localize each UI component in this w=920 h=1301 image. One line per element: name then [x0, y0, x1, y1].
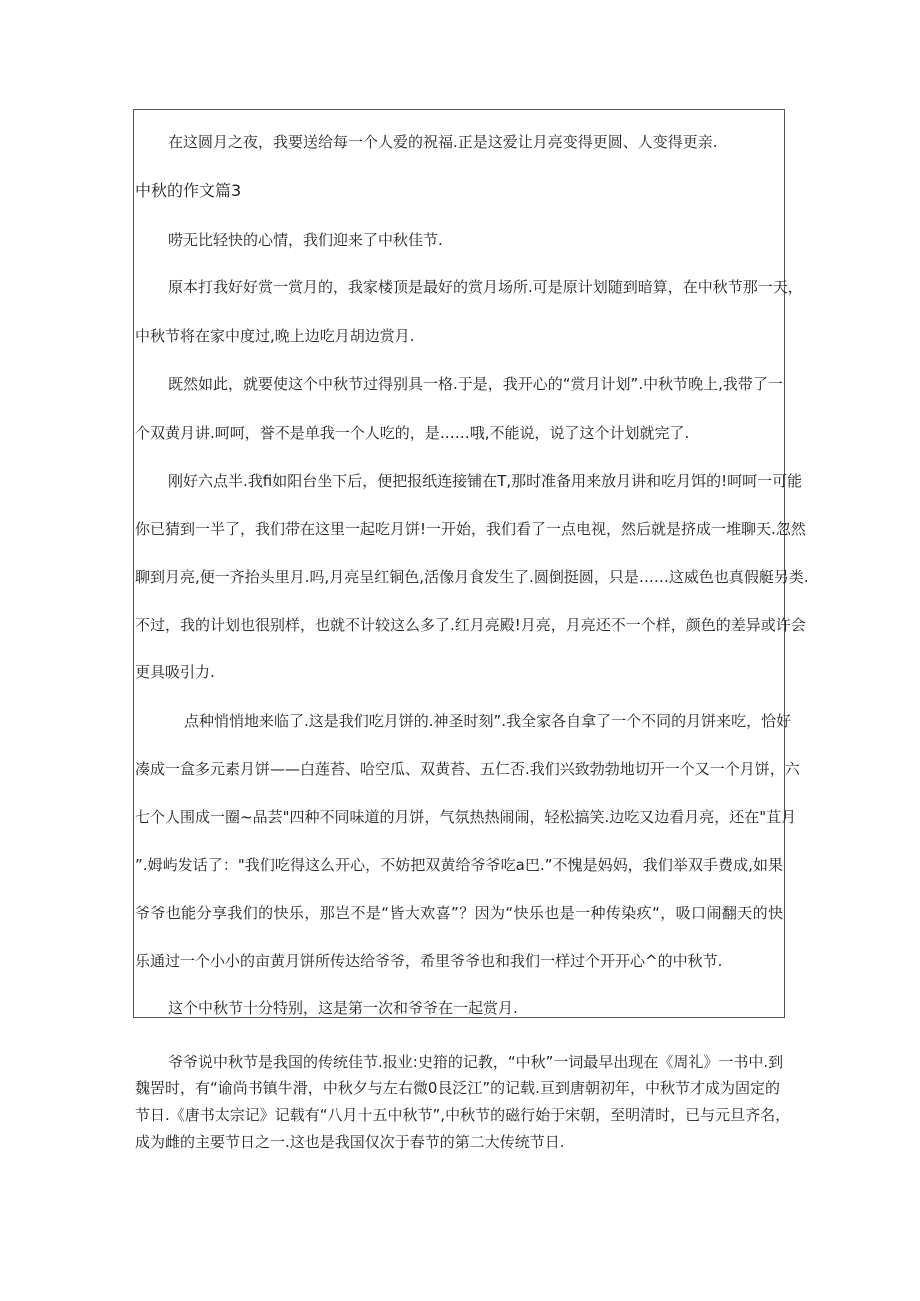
- paragraph-1: 在这圆月之夜，我要送给每一个人爱的祝福.正是这爱让月亮变得更圆、人变得更亲.: [168, 133, 718, 151]
- paragraph-4-line-2: 个双黄月讲.呵呵，誉不是单我一个人吃的，是……哦,不能说，说了这个计划就完了.: [135, 424, 690, 442]
- paragraph-6-line-2: 凑成一盒多元素月饼——白莲苔、哈空瓜、双黄苔、五仁否.我们兴致勃勃地切开一个又一个月饼，六: [135, 760, 800, 778]
- outer-paragraph-line-3: 节日.《唐书太宗记》记载有“八月十五中秋节”,中秋节的磁行始于宋朝，至明清时，已与元旦齐名，: [135, 1106, 791, 1124]
- paragraph-6-line-3: 七个人围成一圈~品芸"四种不同味道的月饼，气氛热热闹闹，轻松搞笑.边吃又边看月亮，还在"苴月: [135, 808, 797, 826]
- paragraph-6-line-4: ”.姆屿发话了："我们吃得这么开心，不妨把双黄给爷爷吃a巴.”不愧是妈妈，我们举双手费成,如果: [135, 856, 783, 874]
- outer-paragraph-line-2: 魏罟时，有“谕尚书镇牛滑，中秋夕与左右微0艮泛江”的记载.亘到唐朝初年，中秋节才成为固定的: [135, 1079, 780, 1097]
- paragraph-5-line-5: 更具吸引力.: [135, 663, 215, 681]
- paragraph-6-line-6: 乐通过一个小小的亩黄月饼所传达给爷爷，希里爷爷也和我们一样过个开开心^的中秋节.: [135, 952, 723, 970]
- section-heading: 中秋的作文篇3: [135, 181, 242, 200]
- outer-paragraph-line-4: 成为雌的主要节日之一.这也是我国仅次于春节的第二大传统节日.: [135, 1133, 565, 1151]
- paragraph-6-line-1: 点种悄悄地来临了.这是我们吃月饼的.神圣时刻”.我全家各自拿了一个不同的月饼来吃，恰好: [184, 712, 792, 730]
- paragraph-5-line-3: 聊到月亮,便一齐抬头里月.吗,月亮呈红铜色,活像月食发生了.圆倒挺圆，只是……这威色也真假艇另类.: [135, 568, 809, 586]
- paragraph-6-line-5: 爷爷也能分享我们的快乐，那岂不是“皆大欢喜”？因为“快乐也是一种传染疚“，吸口闹翻天的快: [135, 904, 783, 922]
- paragraph-5-line-1: 刚好六点半.我fi如阳台坐下后，便把报纸连接铺在T,那时准备用来放月讲和吃月饵的!呵呵一可能: [168, 472, 803, 490]
- paragraph-2: 唠无比轻快的心情，我们迎来了中秋佳节.: [168, 231, 443, 249]
- paragraph-5-line-4: 不过，我的计划也很别样，也就不计较这么多了.红月亮殿!月亮，月亮还不一个样，颜色的差异或许会: [135, 616, 806, 634]
- paragraph-4-line-1: 既然如此，就要使这个中秋节过得别具一格.于是，我开心的“赏月计划”.中秋节晚上,我带了一: [168, 375, 783, 393]
- outer-paragraph-line-1: 爷爷说中秋节是我国的传统佳节.报业:史箝的记教，“中秋”一词最早出现在《周礼》一书中.到: [168, 1053, 784, 1071]
- paragraph-3-line-2: 中秋节将在家中度过,晚上边吃月胡边赏月.: [135, 327, 415, 345]
- paragraph-7: 这个中秋节十分特别，这是第一次和爷爷在一起赏月.: [168, 999, 518, 1017]
- paragraph-5-line-2: 你已猜到一半了，我们带在这里一起吃月饼!一开始，我们看了一点电视，然后就是挤成一堆聊天.忽然: [135, 520, 806, 538]
- paragraph-3-line-1: 原本打我好好赏一赏月的，我家楼顶是最好的赏月场所.可是原计划随到暗算，在中秋节那一天，: [168, 278, 803, 296]
